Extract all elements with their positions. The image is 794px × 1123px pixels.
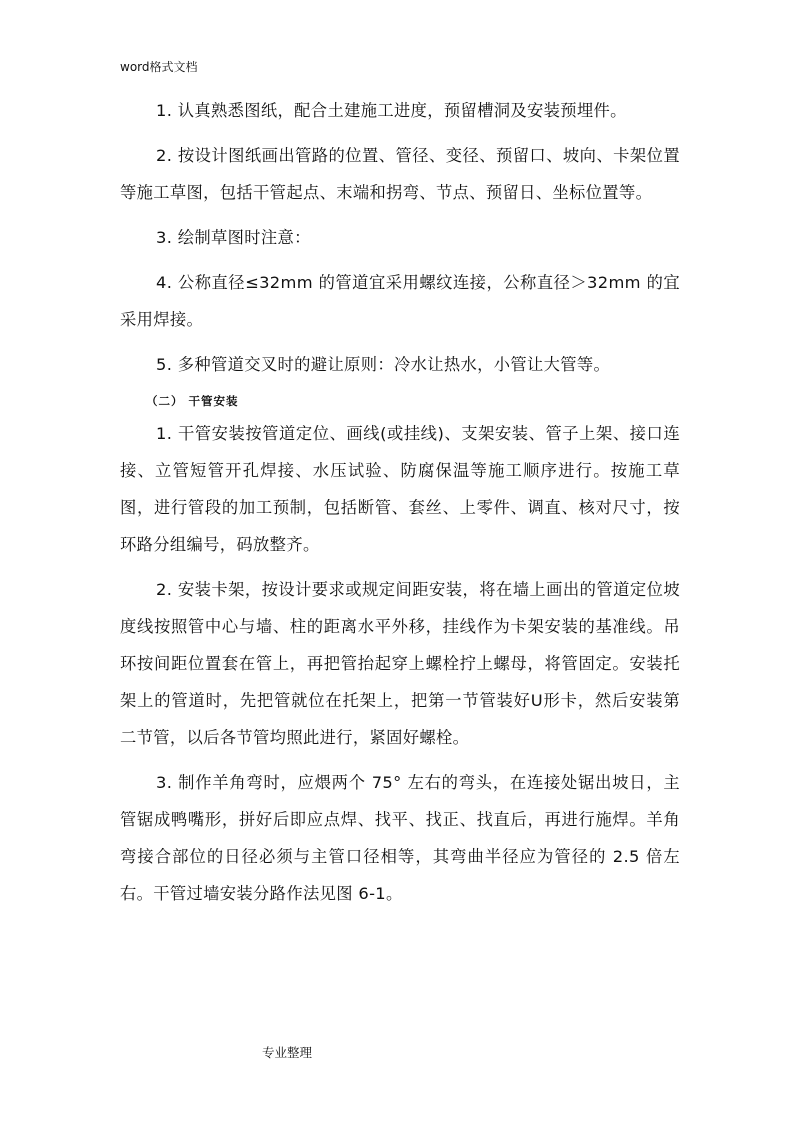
paragraph: 2. 安装卡架，按设计要求或规定间距安装，将在墙上画出的管道定位坡度线按照管中心与墙、柱的距离水平外移，挂线作为卡架安装的基准线。吊环按间距位置套在管上，再把管抬起穿上螺栓拧上螺母，将管固定。安装托架上的管道时，先把管就位在托架上，把第一节管装好U形卡，然后安装第二节管，以后各节管均照此进行，紧固好螺栓。 xyxy=(120,580,680,747)
paragraph: 1. 认真熟悉图纸，配合土建施工进度，预留槽洞及安装预埋件。 xyxy=(156,101,627,120)
paragraph: 2. 按设计图纸画出管路的位置、管径、变径、预留口、坡向、卡架位置等施工草图，包括干管起点、末端和拐弯、节点、预留日、坐标位置等。 xyxy=(120,146,680,202)
paragraph: 1. 干管安装按管道定位、画线(或挂线)、支架安装、管子上架、接口连接、立管短管开孔焊接、水压试验、防腐保温等施工顺序进行。按施工草图，进行管段的加工预制，包括断管、套丝、上零件、调直、核对尺寸，按环路分组编号，码放整齐。 xyxy=(120,424,680,554)
paragraph: 3. 制作羊角弯时，应煨两个 75° 左右的弯头，在连接处锯出坡日，主管锯成鸭嘴形，拼好后即应点焊、找平、找正、找直后，再进行施焊。羊角弯接合部位的日径必须与主管口径相等，其弯曲半径应为管径的 2.5 倍左右。干管过墙安装分路作法见图 6-1。 xyxy=(120,773,680,903)
document-body xyxy=(120,92,680,920)
section-subheading: （二） 干管安装 xyxy=(146,394,239,408)
page-footer: 专业整理 xyxy=(262,1045,313,1060)
paragraph: 5. 多种管道交叉时的避让原则：冷水让热水，小管让大管等。 xyxy=(156,355,611,374)
paragraph: 3. 绘制草图时注意： xyxy=(156,228,311,247)
paragraph: 4. 公称直径≤32mm 的管道宜采用螺纹连接，公称直径＞32mm 的宜采用焊接。 xyxy=(120,273,680,329)
page-header: word格式文档 xyxy=(120,60,198,74)
